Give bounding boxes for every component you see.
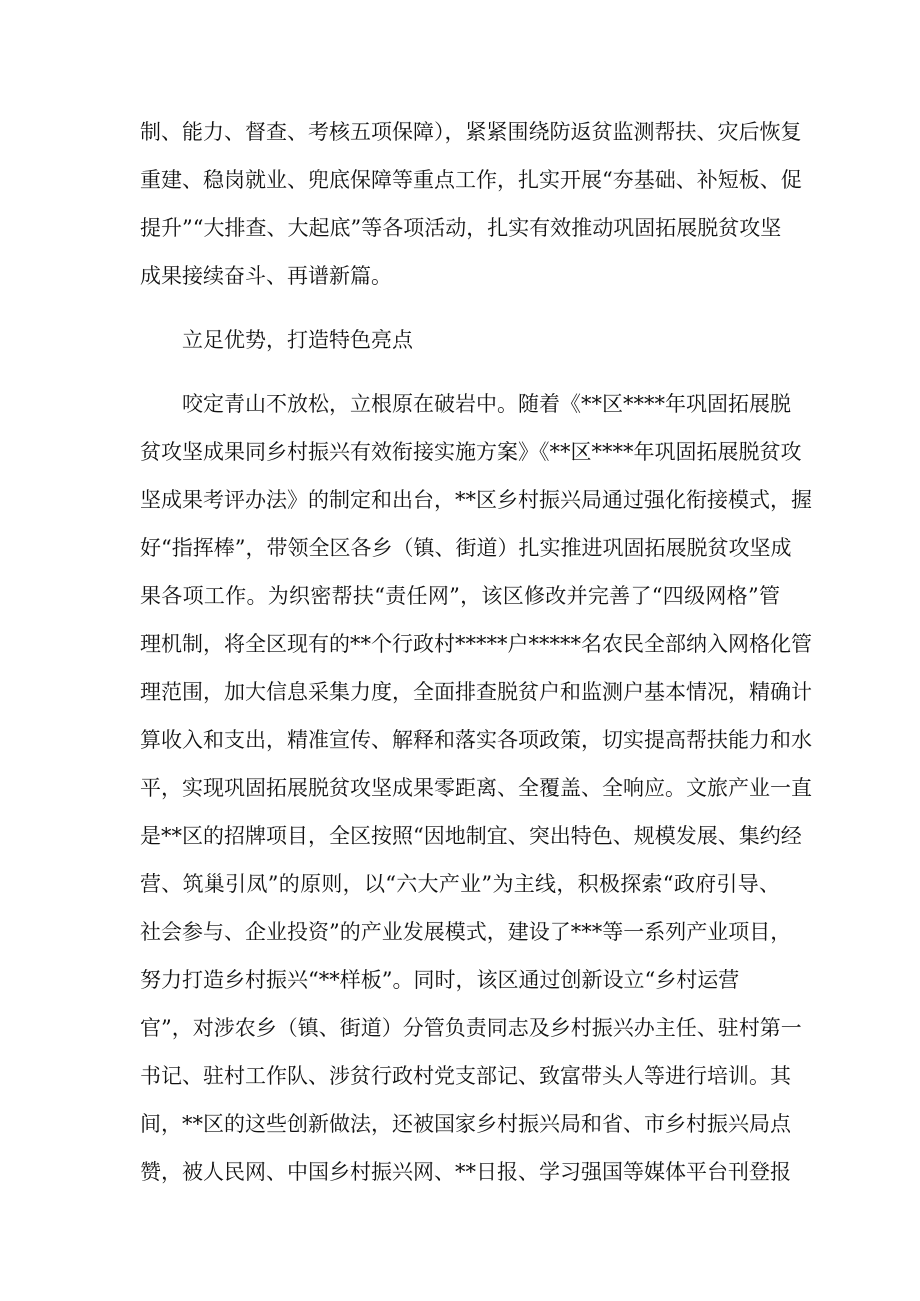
text-line: 制、能力、督查、考核五项保障），紧紧围绕防返贫监测帮扶、灾后恢复 — [140, 120, 802, 144]
text-line: 是**区的招牌项目，全区按照“因地制宜、突出特色、规模发展、集约经 — [140, 824, 802, 848]
text-line: 社会参与、企业投资”的产业发展模式，建设了***等一系列产业项目， — [140, 920, 792, 944]
text-line: 理机制，将全区现有的**个行政村*****户*****名农民全部纳入网格化管 — [140, 632, 812, 656]
text-line: 书记、驻村工作队、涉贫行政村党支部记、致富带头人等进行培训。其 — [140, 1064, 791, 1088]
text-line: 努力打造乡村振兴“**样板”。同时，该区通过创新设立“乡村运营 — [140, 968, 740, 992]
text-line: 成果接续奋斗、再谱新篇。 — [140, 264, 392, 288]
text-line: 算收入和支出，精准宣传、解释和落实各项政策，切实提高帮扶能力和水 — [140, 728, 812, 752]
text-line: 理范围，加大信息采集力度，全面排查脱贫户和监测户基本情况，精确计 — [140, 680, 812, 704]
text-line: 咬定青山不放松，立根原在破岩中。随着《**区****年巩固拓展脱 — [182, 392, 791, 416]
text-line: 提升”“大排查、大起底”等各项活动，扎实有效推动巩固拓展脱贫攻坚 — [140, 216, 782, 240]
text-line: 赞，被人民网、中国乡村振兴网、**日报、学习强国等媒体平台刊登报 — [140, 1160, 791, 1184]
text-line: 营、筑巢引凤”的原则，以“六大产业”为主线，积极探索“政府引导、 — [140, 872, 780, 896]
text-line: 间，**区的这些创新做法，还被国家乡村振兴局和省、市乡村振兴局点 — [140, 1112, 791, 1136]
heading-text: 立足优势，打造特色亮点 — [182, 328, 413, 352]
text-line: 重建、稳岗就业、兜底保障等重点工作，扎实开展“夯基础、补短板、促 — [140, 168, 802, 192]
text-line: 果各项工作。为织密帮扶“责任网”，该区修改并完善了“四级网格”管 — [140, 584, 780, 608]
text-line: 平，实现巩固拓展脱贫攻坚成果零距离、全覆盖、全响应。文旅产业一直 — [140, 776, 812, 800]
text-line: 坚成果考评办法》的制定和出台，**区乡村振兴局通过强化衔接模式，握 — [140, 488, 812, 512]
text-line: 好“指挥棒”，带领全区各乡（镇、街道）扎实推进巩固拓展脱贫攻坚成 — [140, 536, 792, 560]
text-line: 贫攻坚成果同乡村振兴有效衔接实施方案》《**区****年巩固拓展脱贫攻 — [140, 440, 802, 464]
text-line: 官”，对涉农乡（镇、街道）分管负责同志及乡村振兴办主任、驻村第一 — [140, 1016, 802, 1040]
